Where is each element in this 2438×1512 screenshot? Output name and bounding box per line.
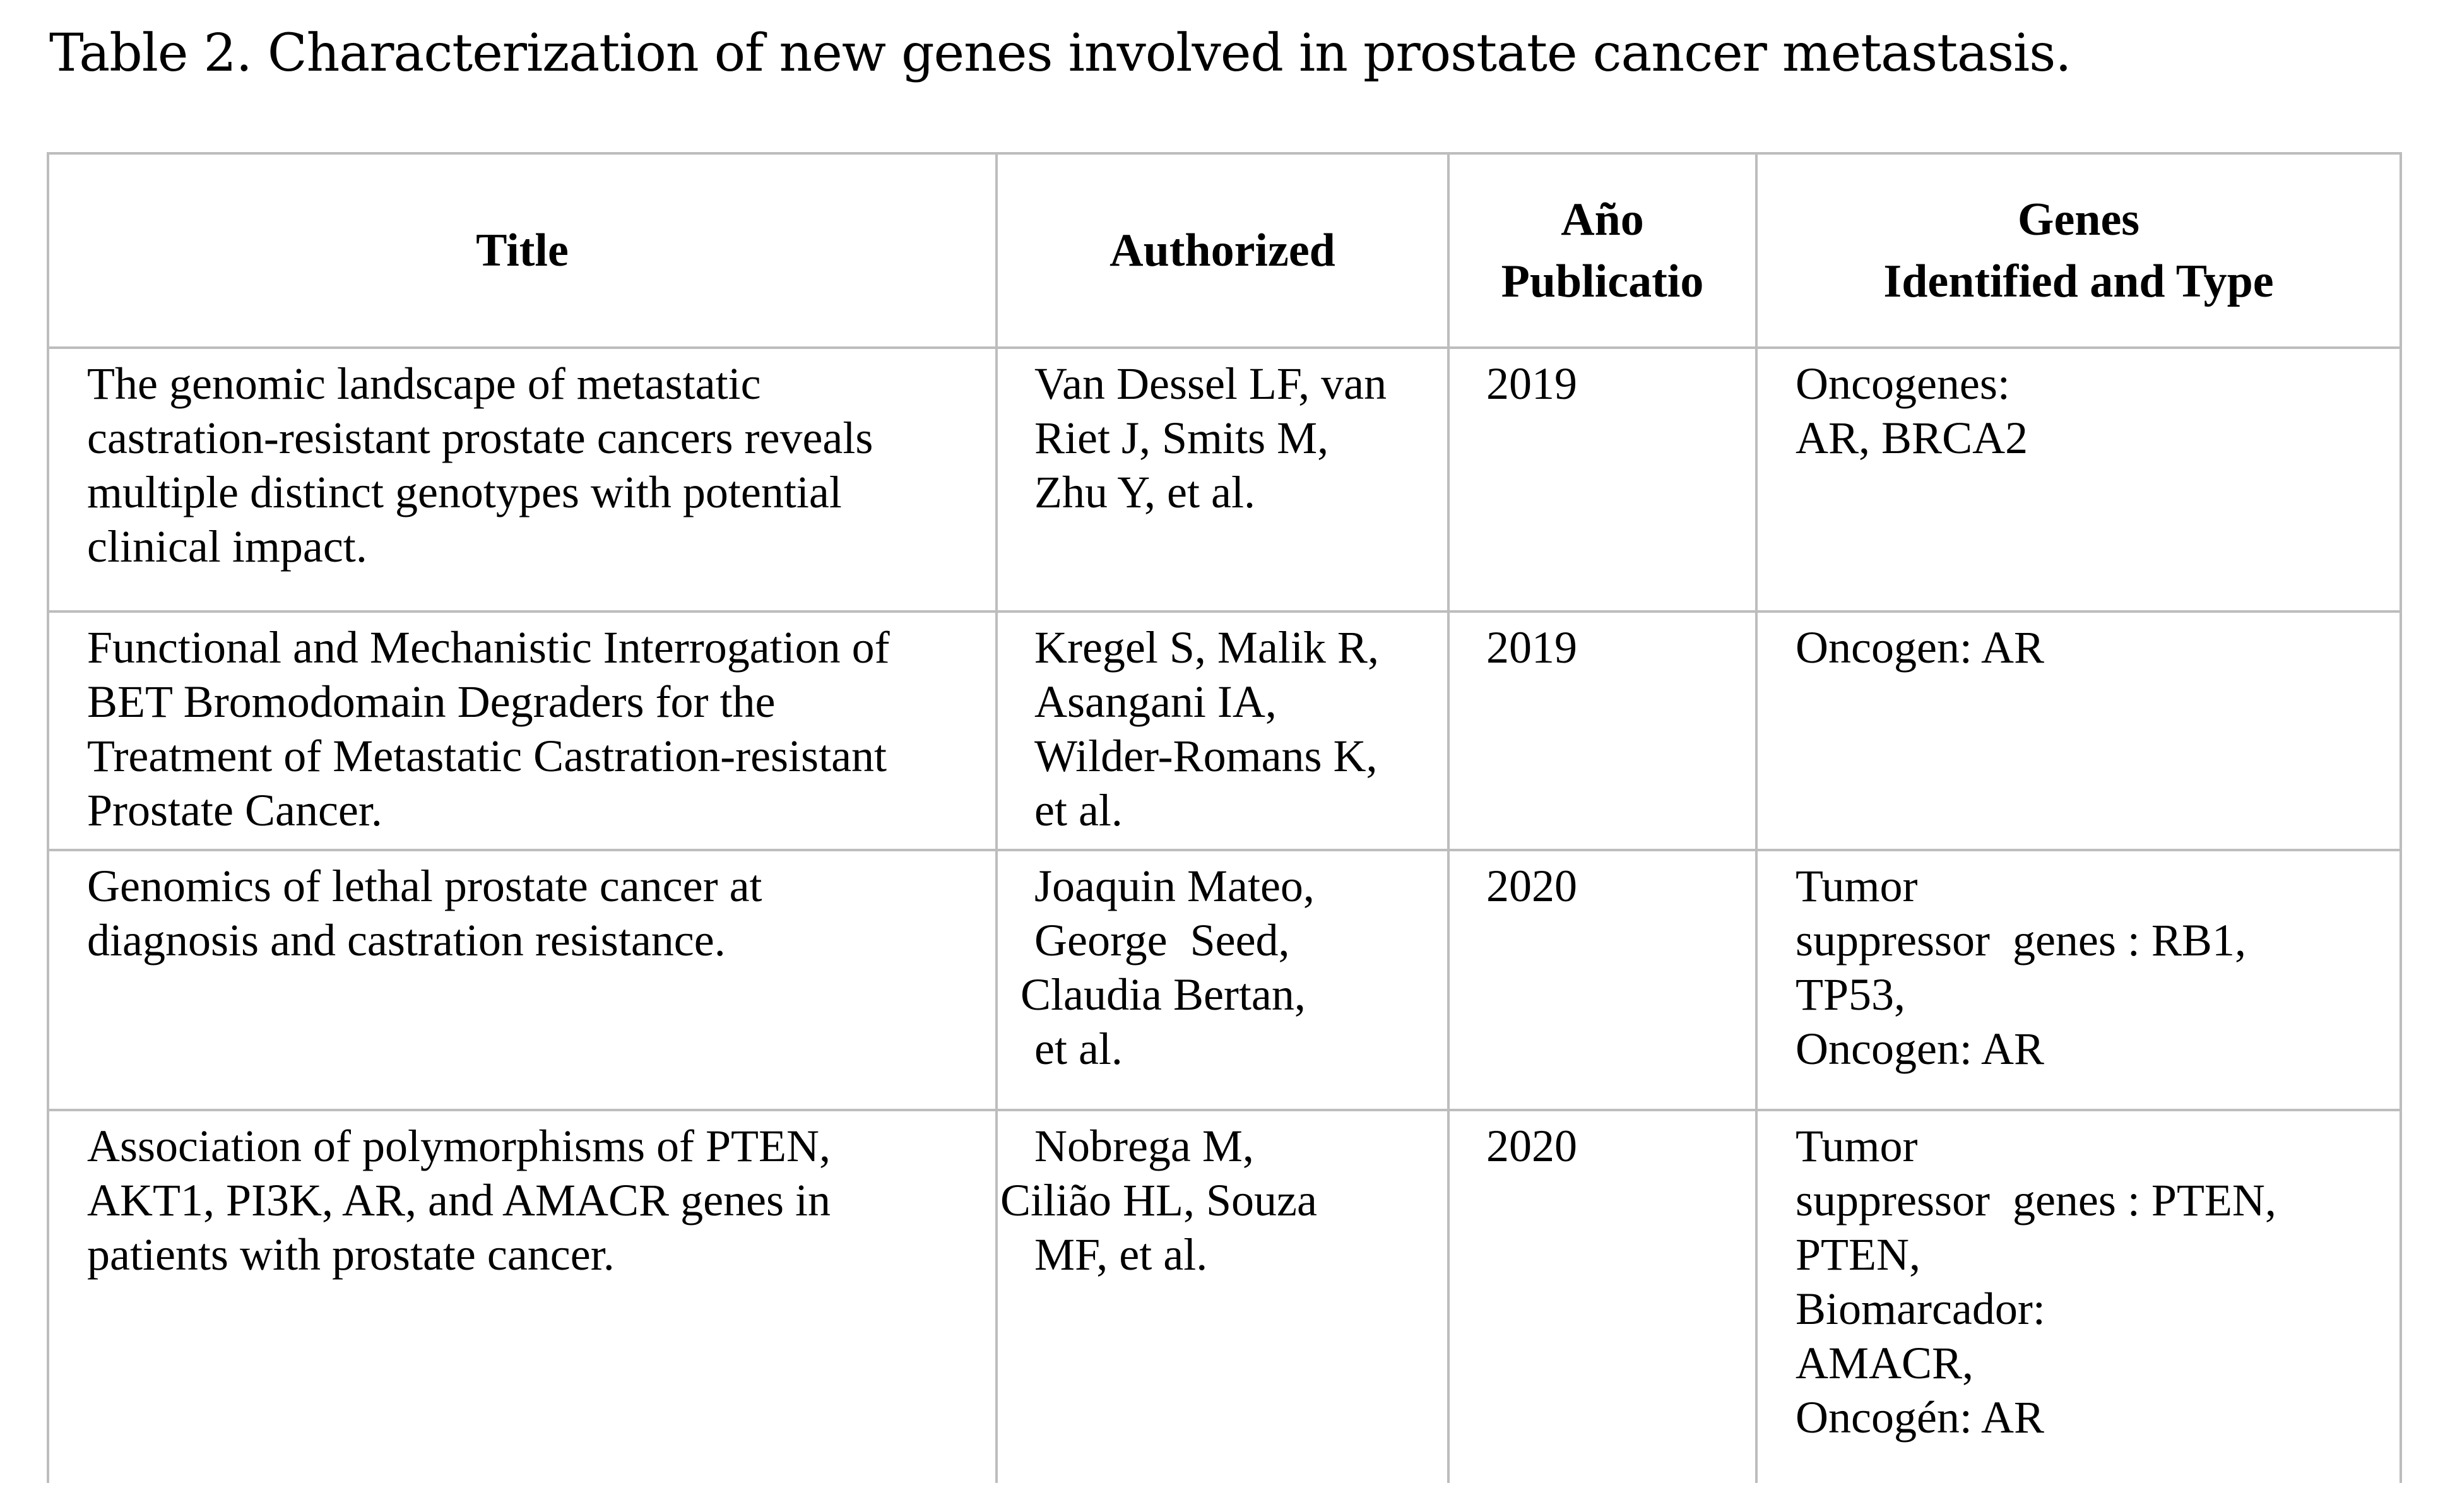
table-header-row — [48, 153, 2401, 348]
table-row — [48, 348, 2401, 611]
header-authorized: Authorized — [997, 153, 1448, 348]
cell-genes: Oncogen: AR — [1756, 611, 2401, 850]
cell-title: Association of polymorphisms of PTEN, AKT1, PI3K, AR, and AMACR genes in patients with prostate cancer. — [48, 1110, 997, 1486]
page-bottom-edge — [0, 1483, 2438, 1512]
cell-year: 2020 — [1448, 850, 1756, 1110]
header-year: Año Publicatio — [1448, 153, 1756, 348]
header-genes: Genes Identified and Type — [1756, 153, 2401, 348]
header-title: Title — [48, 153, 997, 348]
table-row — [48, 1110, 2401, 1486]
cell-year: 2020 — [1448, 1110, 1756, 1486]
cell-genes: Tumor suppressor genes : RB1, TP53, Oncogen: AR — [1756, 850, 2401, 1110]
cell-authors: Van Dessel LF, van Riet J, Smits M, Zhu Y, et al. — [997, 348, 1448, 611]
table-row — [48, 611, 2401, 850]
cell-title: Genomics of lethal prostate cancer at diagnosis and castration resistance. — [48, 850, 997, 1110]
table-caption: Table 2. Characterization of new genes involved in prostate cancer metastasis. — [49, 23, 2071, 83]
cell-authors: Nobrega M, Cilião HL, Souza MF, et al. — [997, 1110, 1448, 1486]
cell-authors: Joaquin Mateo, George Seed, Claudia Bertan, et al. — [997, 850, 1448, 1110]
genes-table — [47, 152, 2402, 1487]
cell-year: 2019 — [1448, 611, 1756, 850]
cell-title: The genomic landscape of metastatic castration-resistant prostate cancers reveals multiple distinct genotypes with potential clinical impact. — [48, 348, 997, 611]
table-row — [48, 850, 2401, 1110]
cell-genes: Oncogenes: AR, BRCA2 — [1756, 348, 2401, 611]
cell-title: Functional and Mechanistic Interrogation of BET Bromodomain Degraders for the Treatment of Metastatic Castration-resistant Prostate Cancer. — [48, 611, 997, 850]
cell-year: 2019 — [1448, 348, 1756, 611]
cell-authors: Kregel S, Malik R, Asangani IA, Wilder-Romans K, et al. — [997, 611, 1448, 850]
cell-genes: Tumor suppressor genes : PTEN, PTEN, Biomarcador: AMACR, Oncogén: AR — [1756, 1110, 2401, 1486]
